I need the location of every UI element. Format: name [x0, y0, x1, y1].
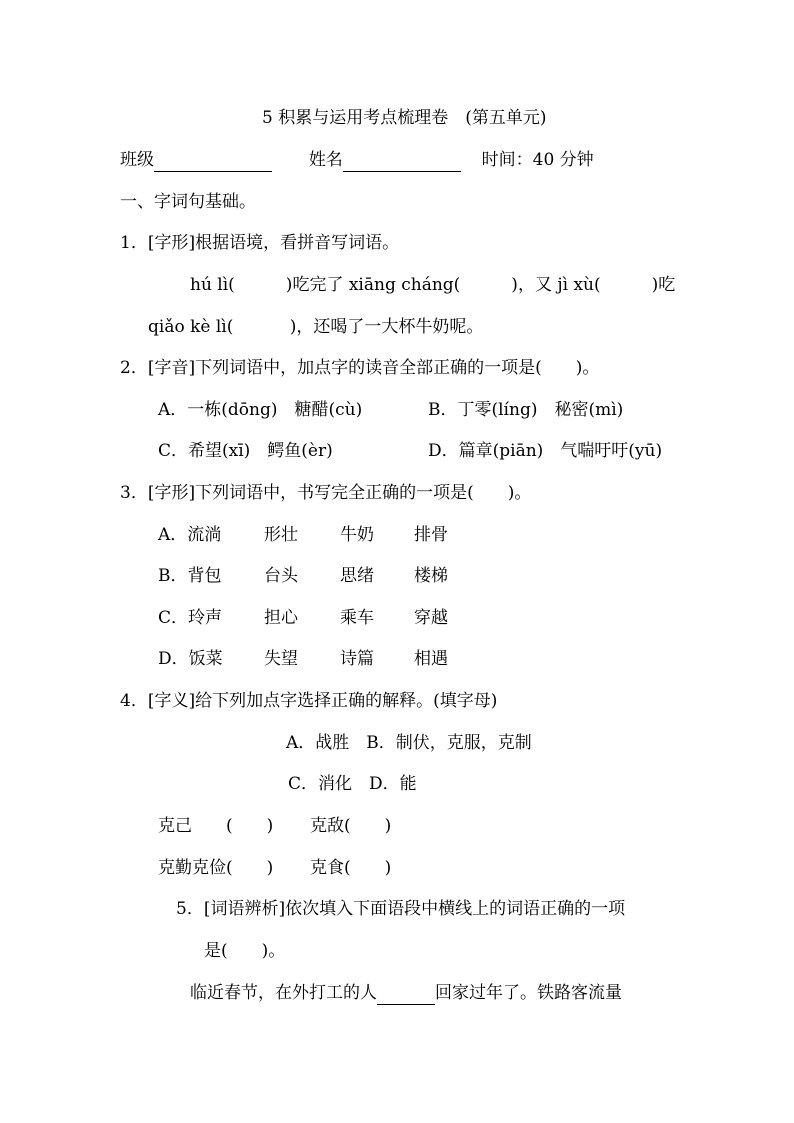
- question-2-option-a: A．一栋(dōng) 糖醋(cù): [158, 400, 363, 420]
- name-label: 姓名: [308, 150, 343, 170]
- page-title: 5 积累与运用考点梳理卷 (第五单元): [262, 108, 547, 128]
- option-word: 台头: [264, 566, 298, 586]
- question-5-passage: [190, 981, 622, 1005]
- option-word: C．玲声: [158, 608, 223, 628]
- option-word: 形壮: [264, 525, 298, 545]
- option-word: 诗篇: [340, 649, 374, 669]
- passage-part-2: 回家过年了。铁路客流量: [435, 983, 622, 1003]
- passage-blank[interactable]: [377, 986, 435, 1005]
- question-1-line-2: qiǎo kè lì( )，还喝了一大杯牛奶呢。: [148, 317, 484, 337]
- question-4-choices-1: A．战胜 B．制伏，克服，克制: [286, 733, 532, 753]
- question-5-stem: 5．[词语辨析]依次填入下面语段中横线上的词语正确的一项: [176, 899, 626, 919]
- question-2-option-b: B．丁零(líng) 秘密(mì): [428, 400, 624, 420]
- option-word: B．背包: [158, 566, 222, 586]
- option-word: 楼梯: [414, 566, 448, 586]
- class-label: 班级: [120, 150, 154, 170]
- option-word: 乘车: [340, 608, 374, 628]
- option-word: 穿越: [414, 608, 448, 628]
- question-1-stem: 1．[字形]根据语境，看拼音写词语。: [120, 233, 400, 253]
- option-word: 排骨: [414, 525, 448, 545]
- question-5-stem-2: 是( )。: [204, 941, 286, 961]
- option-word: 思绪: [340, 566, 374, 586]
- name-field[interactable]: [343, 153, 461, 172]
- question-4-choices-2: C．消化 D．能: [288, 774, 417, 794]
- option-word: 担心: [264, 608, 298, 628]
- time-label: 时间：40 分钟: [481, 150, 594, 170]
- question-2-option-d: D．篇章(piān) 气喘吁吁(yū): [428, 441, 663, 461]
- question-4-stem: 4．[字义]给下列加点字选择正确的解释。(填字母): [120, 691, 498, 711]
- question-1-line-1: hú lì( )吃完了 xiāng cháng( )，又 jì xù( )吃: [190, 275, 676, 295]
- question-4-item-1: 克己 ( ): [158, 816, 274, 836]
- option-word: 牛奶: [340, 525, 374, 545]
- option-word: D．饭菜: [158, 649, 223, 669]
- question-2-stem: 2．[字音]下列词语中，加点字的读音全部正确的一项是( )。: [120, 358, 600, 378]
- passage-part-1: 临近春节，在外打工的人: [190, 983, 377, 1003]
- question-2-option-c: C．希望(xī) 鳄鱼(èr): [158, 441, 333, 461]
- option-word: 相遇: [414, 649, 448, 669]
- question-4-item-3: 克勤克俭( ): [158, 858, 274, 878]
- question-3-stem: 3．[字形]下列词语中，书写完全正确的一项是( )。: [120, 483, 532, 503]
- question-4-item-4: 克食( ): [310, 858, 392, 878]
- option-word: 失望: [264, 649, 298, 669]
- option-word: A．流淌: [158, 525, 222, 545]
- class-field[interactable]: [154, 153, 272, 172]
- section-heading: 一、字词句基础。: [120, 192, 256, 212]
- question-4-item-2: 克敌( ): [310, 816, 392, 836]
- student-info-row: [120, 148, 594, 172]
